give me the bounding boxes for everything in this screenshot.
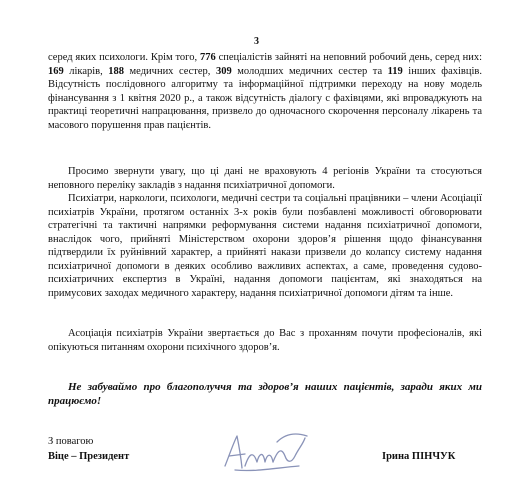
paragraph-closing-motto: Не забуваймо про благополуччя та здоров’я наших пацієнтів, заради яких ми працюємо! [48,381,482,407]
paragraph-data-note: Просимо звернути увагу, що ці дані не враховують 4 регіонів України та стосуються неповного переліку закладів з надання психіатричної допомоги. [48,166,482,191]
number-part-time-specialists: 776 [199,52,216,63]
text-run: серед яких психологи. Крім того, [48,52,200,63]
paragraph-association-statement: Психіатри, наркологи, психологи, медичні сестри та соціальні працівники – члени Асоціації психіатрів України, протягом останніх 3-х років були позбавлені можливості обговорювати стратегічні та тактичні напрямки реформування системи надання психіатричної допомоги, внаслідок чого, прийняті Міністерством охорони здоров’я рішення щодо фінансування підтвердили їх руйнівний характер, а прийняті накази призвели до колапсу систему надання психіатричної допомоги в деяких особливо важливих аспектах, а саме, проведення судово-психіатричних експертиз в Україні, надання допомоги пацієнтам, які знаходяться на примусових заходах медичного характеру, надання психіатричної допомоги дітям та інше. [48,193,482,299]
text-run: спеціалістів зайняті на неповний робочий день, серед них: [215,52,483,63]
text-run: молодших медичних сестер та [231,65,388,77]
handwritten-signature [215,426,310,476]
number-nurses: 188 [108,65,125,77]
text-run: лікарів, [63,65,109,77]
text-run: медичних сестер, [124,65,216,77]
signer-name: Ірина ПІНЧУК [382,451,456,462]
signer-position: Віце – Президент [48,451,130,462]
number-junior-nurses: 309 [215,65,232,77]
page-number: 3 [254,36,259,47]
closing-regards: З повагою [48,436,94,447]
paragraph-staff-figures [48,51,482,132]
text-run: інших фахівців. Відсутність послідовного алгоритму та інформаційної підтримки переходу на нову модель фінансування з 1 квітня 2020 р., а також відсутність діалогу с фахівцями, які впроваджують на практиці теоретичні напрацювання, призвело до одночасного скорочення персоналу лікарень та масового порушення прав пацієнтів. [48,65,483,131]
paragraph-appeal: Асоціація психіатрів України звертається до Вас з проханням почути професіоналів, які опікуються питанням охорони психічного здоров’я. [48,328,482,353]
number-doctors: 169 [48,65,64,77]
number-other-specialists: 119 [387,65,403,77]
